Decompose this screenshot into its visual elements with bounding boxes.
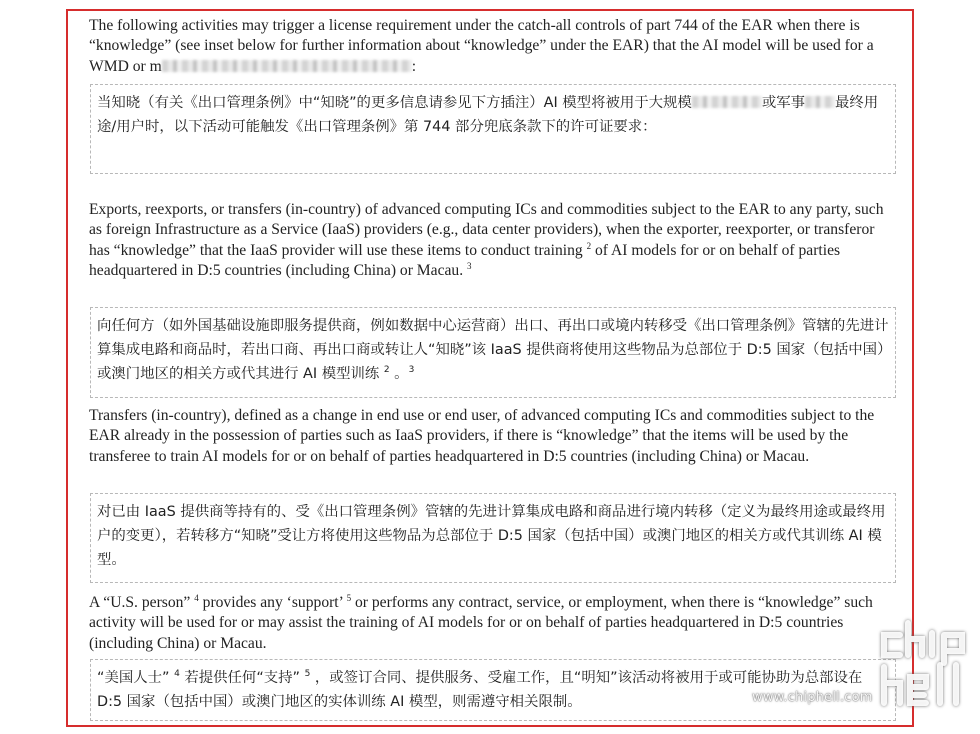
p4-chinese-box: “美国人士” $^4$ 若提供任何“支持” $^5$ ，或签订合同、提供服务、受雇工作，且“明知”该活动将被用于或可能协助为总部设在 D:5 国家（包括中国）或澳门地区的实体训练 AI 模型，则需遵守相关限制。: [90, 659, 896, 721]
p4-english: A “U.S. person” $^4$ provides any ‘support’ $^5$ or performs any contract, service, or employment, when there is “knowledge” such activity will be used for or may assist the training of AI models for or on behalf of parties headquartered in D:5 countries (including China) or Macau.: [89, 593, 873, 652]
watermark-url: www.chiphell.com: [752, 690, 873, 705]
redacted-text: [162, 60, 412, 72]
p2-english: Exports, reexports, or transfers (in-country) of advanced computing ICs and commodities subject to the EAR to any party, such as foreign Infrastructure as a Service (IaaS) providers (e.g., data center providers), when the exporter, reexporter, or transferor has “knowledge” that the IaaS provider will use these items to conduct training $^2$ of AI models for or on behalf of parties headquartered in D:5 countries (including China) or Macau. $^3$: [89, 201, 884, 279]
redacted-text: [805, 96, 835, 108]
p3-english: Transfers (in-country), defined as a change in end use or end user, of advanced computing ICs and commodities subject to the EAR already in the possession of parties such as IaaS providers, if there is “knowledge” that the items will be used by the transferee to train AI models for or on behalf of parties headquartered in D:5 countries (including China) or Macau.: [89, 407, 875, 465]
p2-chinese-box: 向任何方（如外国基础设施即服务提供商，例如数据中心运营商）出口、再出口或境内转移受《出口管理条例》管辖的先进计算集成电路和商品时，若出口商、再出口商或转让人“知晓”该 IaaS 提供商将使用这些物品为总部位于 D:5 国家（包括中国）或澳门地区的相关方或代其进行 AI 模型训练 $^2$ 。$^3$: [90, 307, 896, 398]
p1-english: The following activities may trigger a license requirement under the catch-all controls of part 744 of the EAR when there is “knowledge” (see inset below for further information about “knowledge” under the EAR) that the AI model will be used for a WMD or m :: [89, 17, 874, 75]
p1-chinese-box: 当知晓（有关《出口管理条例》中“知晓”的更多信息请参见下方插注）AI 模型将被用于大规模 或军事 最终用途/用户时，以下活动可能触发《出口管理条例》第 744 部分兜底条款下的许可证要求：: [90, 84, 896, 174]
p3-chinese-box: 对已由 IaaS 提供商等持有的、受《出口管理条例》管辖的先进计算集成电路和商品进行境内转移（定义为最终用途或最终用户的变更），若转移方“知晓”受让方将使用这些物品为总部位于 D:5 国家（包括中国）或澳门地区的相关方或代其训练 AI 模型。: [90, 493, 896, 583]
chiphell-logo: [870, 615, 978, 715]
redacted-text: [692, 96, 762, 108]
